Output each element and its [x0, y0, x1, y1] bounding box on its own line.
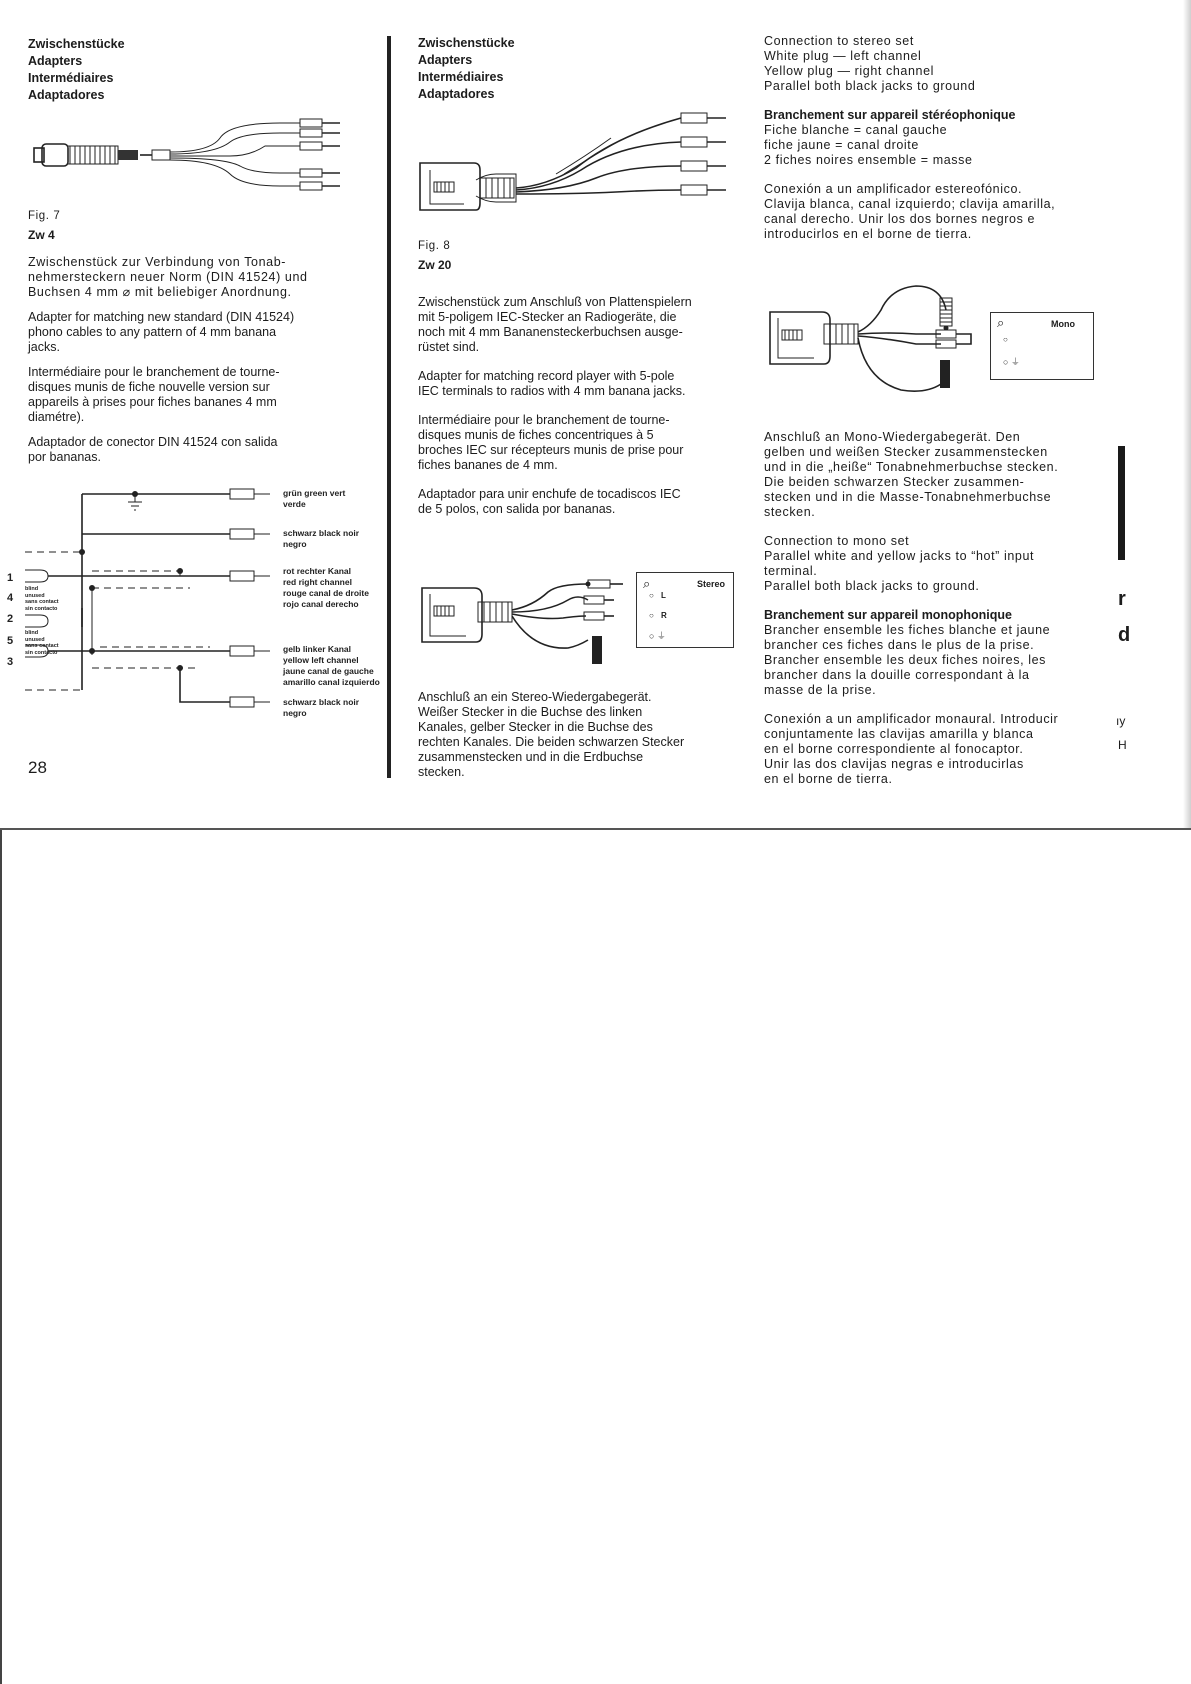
edge-fragment: r — [1118, 588, 1126, 610]
paragraph-es: Adaptador de conector DIN 41524 con salida por bananas. — [28, 435, 278, 464]
heading-line: Zwischenstücke — [418, 36, 515, 50]
col1-heading — [28, 36, 125, 104]
search-icon: ⌕ — [997, 315, 1005, 330]
channel-left-label: L — [661, 591, 666, 600]
paragraph-fr: Intermédiaire pour le branchement de tourne- disques munis de fiches concentriques à 5 broches IEC sur récepteurs munis de prise pour fiches bananes de 4 mm. — [418, 413, 684, 472]
pin-number: 2 — [7, 613, 14, 625]
heading-line: Zwischenstücke — [28, 37, 125, 51]
blind-label: blind unused sans contact sin contacto — [25, 586, 59, 612]
mono-de: Anschluß an Mono-Wiedergabegerät. Den gelben und weißen Stecker zusammenstecken und in die „heiße“ Tonabnehmerbuchse stecken. Die beiden schwarzen Stecker zusammen- stecken und in die Masse-Tonabnehmerbuchse stecken. — [764, 430, 1059, 519]
edge-fragment: ıy — [1116, 714, 1126, 728]
caption-text: Anschluß an ein Stereo-Wiedergabegerät. Weißer Stecker in die Buchse des linken Kanales, gelber Stecker in die Buchse des rechten Kanales. Die beiden schwarzen Stecker zusammenstecken und in die Erdbuchse stecken. — [418, 690, 685, 779]
model-code: Zw 20 — [418, 258, 452, 272]
wire-label-yellow: gelb linker Kanal yellow left channel jaune canal de gauche amarillo canal izquierdo — [283, 644, 380, 687]
col2-heading — [418, 35, 515, 103]
wire-label-green: grün green vert verde — [283, 488, 346, 509]
stereo-en: Connection to stereo set White plug — left channel Yellow plug — right channel Parallel both black jacks to ground — [764, 34, 976, 93]
page-edge-shadow — [1183, 0, 1191, 830]
pin-number: 1 — [7, 572, 14, 584]
mono-amplifier-box — [990, 312, 1094, 380]
pin-number: 4 — [7, 592, 14, 604]
col3-stereo-text — [764, 34, 1084, 242]
heading-line: Adapters — [418, 53, 473, 67]
fig7-caption — [28, 210, 60, 242]
edge-fragment: d — [1118, 624, 1131, 646]
heading-line: Adaptadores — [28, 88, 105, 102]
jack-circle-icon: ○ — [1003, 335, 1008, 344]
mono-label: Mono — [1051, 319, 1075, 329]
pin-number: 3 — [7, 656, 14, 668]
paragraph-fr: Intermédiaire pour le branchement de tourne- disques munis de fiche nouvelle version sur appareils à prises pour fiches bananes 4 mm diamétre). — [28, 365, 280, 424]
wire-label-red: rot rechter Kanal red right channel rouge canal de droite rojo canal derecho — [283, 566, 369, 609]
stereo-fr: Fiche blanche = canal gauche fiche jaune = canal droite 2 fiches noires ensemble = masse — [764, 123, 973, 167]
heading-line: Intermédiaires — [418, 70, 504, 84]
stereo-label: Stereo — [697, 579, 726, 589]
heading-line: Intermédiaires — [28, 71, 114, 85]
heading-line: Adaptadores — [418, 87, 495, 101]
ground-icon: ○ ⏚ — [1003, 357, 1020, 367]
heading-line: Adapters — [28, 54, 83, 68]
fig-label: Fig. 7 — [28, 210, 61, 222]
page-number: 28 — [28, 758, 47, 777]
paragraph-en: Adapter for matching new standard (DIN 41524) phono cables to any pattern of 4 mm banana jacks. — [28, 310, 295, 354]
mono-fr: Brancher ensemble les fiches blanche et jaune brancher ces fiches dans le plus de la prise. Brancher ensemble les deux fiches noires, les brancher dans la douille correspondant à la masse de la prise. — [764, 623, 1051, 697]
mono-connection-diagram — [766, 280, 986, 400]
stereo-es: Conexión a un amplificador estereofónico. Clavija blanca, canal izquierdo; clavija amarilla, canal derecho. Unir los dos bornes negros e introducirlos en el borne de tierra. — [764, 182, 1056, 241]
col1-description — [28, 255, 348, 465]
search-icon: ⌕ — [643, 576, 651, 591]
fig8-caption — [418, 240, 451, 272]
stereo-amplifier-box — [636, 572, 734, 648]
mono-en: Connection to mono set Parallel white and yellow jacks to “hot” input terminal. Parallel both black jacks to ground. — [764, 534, 1035, 593]
ground-icon: ○ ⏚ — [649, 631, 666, 641]
wire-label-black-2: schwarz black noir negro — [283, 697, 360, 718]
mono-fr-heading: Branchement sur appareil monophonique — [764, 608, 1012, 622]
page-bottom-edge — [0, 828, 1191, 830]
thumb-index-tab — [1118, 446, 1125, 560]
column-divider — [387, 36, 391, 778]
stereo-fr-heading: Branchement sur appareil stéréophonique — [764, 108, 1016, 122]
channel-right-label: R — [661, 611, 667, 620]
paragraph-en: Adapter for matching record player with 5-pole IEC terminals to radios with 4 mm banana jacks. — [418, 369, 686, 398]
paragraph-de: Zwischenstück zur Verbindung von Tonab- nehmersteckern neuer Norm (DIN 41524) und Buchsen 4 mm ⌀ mit beliebiger Anordnung. — [28, 255, 308, 299]
pin-number: 5 — [7, 635, 14, 647]
mono-es: Conexión a un amplificador monaural. Introducir conjuntamente las clavijas amarilla y blanca en el borne correspondiente al fonocaptor. Unir las dos clavijas negras e introducirlas en el borne de tierra. — [764, 712, 1059, 786]
blind-label: blind unused sans contact sin contacto — [25, 630, 59, 656]
stereo-caption-de — [418, 690, 738, 780]
paragraph-de: Zwischenstück zum Anschluß von Plattenspielern mit 5-poligem IEC-Stecker an Radiogeräte, die noch mit 4 mm Bananensteckerbuchsen ausge- rüstet sind. — [418, 295, 692, 354]
fig7-cable-illustration — [30, 118, 350, 198]
fig8-adapter-illustration — [416, 108, 736, 218]
wire-label-black: schwarz black noir negro — [283, 528, 360, 549]
col2-description — [418, 295, 738, 517]
jack-circle-icon: ○ — [649, 591, 654, 600]
col3-mono-text — [764, 430, 1084, 787]
edge-fragment: H — [1118, 738, 1127, 752]
fig-label: Fig. 8 — [418, 240, 451, 252]
model-code: Zw 4 — [28, 228, 55, 242]
paragraph-es: Adaptador para unir enchufe de tocadiscos IEC de 5 polos, con salida por bananas. — [418, 487, 681, 516]
page-left-edge — [0, 830, 2, 1684]
jack-circle-icon: ○ — [649, 611, 654, 620]
